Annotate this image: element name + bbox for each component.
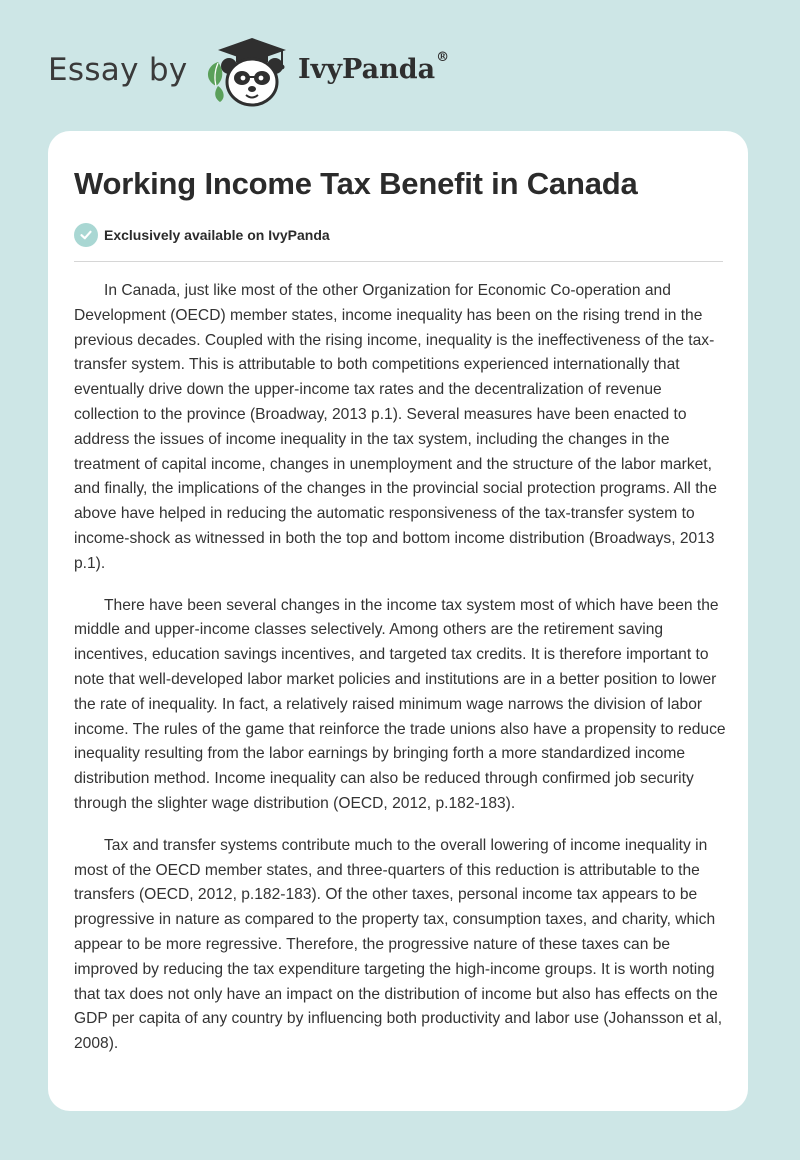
panda-graduate-icon[interactable] [202, 36, 294, 110]
site-header [48, 30, 748, 110]
check-icon [74, 223, 98, 247]
exclusive-label: Exclusively available on IvyPanda [104, 227, 330, 243]
brand-name[interactable]: IvyPanda® [298, 50, 450, 85]
essay-card [48, 131, 748, 1111]
essay-by-label: Essay by [48, 52, 188, 88]
paragraph: Tax and transfer systems contribute much to the overall lowering of income inequality in most of the OECD member states, and three-quarters of this reduction is attributable to the transfers (OECD, 2012, p.182-183). Of the other taxes, personal income tax appears to be progressive in nature as compared to the property tax, consumption taxes, and charity, which appear to be more regressive. Therefore, the progressive nature of these taxes can be improved by reducing the tax expenditure targeting the high-income groups. It is worth noting that tax does not only have an impact on the distribution of income but also has effects on the GDP per capita of any country by influencing both productivity and labor use (Johansson et al, 2008). [74, 836, 723, 1053]
paragraph: In Canada, just like most of the other Organization for Economic Co-operation and Development (OECD) member states, income inequality has been on the rising trend in the previous decades. Coupled with the rising income, inequality is the ineffectiveness of the tax-transfer system. This is attributable to both competitions experienced internationally that eventually drive down the upper-income tax rates and the decentralization of revenue collection to the province (Broadway, 2013 p.1). Several measures have been enacted to address the issues of income inequality in the tax system, including the changes in the treatment of capital income, changes in unemployment and the structure of the labor market, and finally, the implications of the changes in the provincial social protection programs. All the above have helped in reducing the automatic responsiveness of the tax-transfer system to income-shock as witnessed in both the top and bottom income distribution (Broadways, 2013 p.1). [74, 282, 717, 572]
registered-mark: ® [436, 50, 450, 65]
page-title: Working Income Tax Benefit in Canada [74, 166, 638, 201]
divider [74, 261, 723, 262]
paragraph: There have been several changes in the income tax system most of which have been the middle and upper-income classes selectively. Among others are the retirement saving incentives, education savings incentives, and targeted tax credits. It is therefore important to note that well-developed labor market policies and institutions are in a better position to lower the rate of inequality. In fact, a relatively raised minimum wage narrows the division of labor income. The rules of the game that reinforce the trade unions also have a propensity to reduce inequality resulting from the labor earnings by bringing forth a more standardized income distribution method. Income inequality can also be reduced through confirmed job security through the slighter wage distribution (OECD, 2012, p.182-183). [74, 596, 726, 812]
essay-body [74, 279, 726, 1074]
exclusive-badge [74, 222, 330, 248]
